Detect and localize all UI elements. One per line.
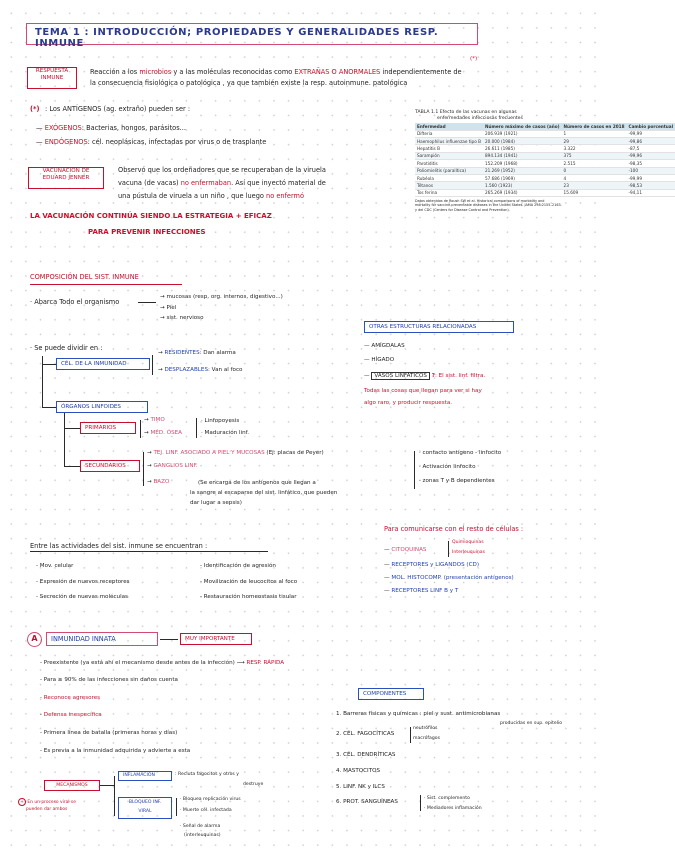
respuesta-inmune-label: RESPUESTA INMUNE <box>27 67 77 89</box>
cel-inmunidad-box: CÉL. DE LA INMUNIDAD <box>56 358 150 370</box>
heading-underline <box>30 284 182 285</box>
amigdalas-item: — AMÍGDALAS <box>364 343 405 349</box>
bazo-note-2: la sangre al escaparse del sist. linfático, que pueden <box>190 490 338 496</box>
senal-alarma: · Señal de alarma <box>180 824 221 829</box>
tree-line <box>140 420 141 438</box>
innata-bullet-3: - Reconoce agresores <box>40 695 101 701</box>
inflamacion-text-2: destruye <box>243 782 264 787</box>
table-cell: 0 <box>562 167 627 174</box>
ganglios-line: → GANGLIOS LINF. <box>147 463 198 469</box>
side-note-2: pueden dar ambos <box>26 807 68 812</box>
comunicarse-heading: Para comunicarse con el resto de células : <box>384 525 524 533</box>
table-cell: 1.560 (1923) <box>483 182 562 189</box>
table-cell: -99,99 <box>627 130 675 137</box>
exogenos-line: — EXÓGENOS: Bacterias, hongos, parásitos... <box>36 124 186 132</box>
table-cell: Hepatitis B <box>415 145 483 152</box>
componentes-box: COMPONENTES <box>358 688 424 700</box>
table-header: Número de casos en 2018 <box>563 123 625 129</box>
bloquea-replicacion: · Bloquea replicación virus <box>180 797 241 802</box>
connector <box>160 639 178 640</box>
table-cell: 29 <box>562 137 627 144</box>
table-row <box>415 174 675 181</box>
table-cell: 375 <box>562 152 627 159</box>
table-cell: 152.209 (1968) <box>483 160 562 167</box>
tree-line <box>114 776 115 816</box>
componente-2: 2. CÉL. FAGOCÍTICAS <box>336 731 395 737</box>
actividades-heading: Entre las actividades del sist. inmune se encuentran : <box>30 542 208 550</box>
table-row <box>415 160 675 167</box>
table-cell: 2.515 <box>562 160 627 167</box>
vasos-note-1: Todas las cosas que llegan para ver si hay <box>364 388 482 394</box>
vacunacion-highlight-2: PARA PREVENIR INFECCIONES <box>88 228 206 236</box>
bloqueo-viral-box: BLOQUEO INF. VIRAL <box>118 797 172 819</box>
inflamacion-box: INFLAMACIÓN <box>118 771 172 781</box>
table-note-3: y del CDC (Centers for Disease Control and Prevention). <box>415 207 510 212</box>
table-cell: Parotiditis <box>415 160 483 167</box>
table-cell: Sarampión <box>415 152 483 159</box>
otras-estructuras-box: OTRAS ESTRUCTURAS RELACIONADAS <box>364 321 514 333</box>
heading-underline <box>30 551 268 552</box>
table-cell: 21.269 (1952) <box>483 167 562 174</box>
mol-hist-line: — MOL. HISTOCOMP. (presentación antígenos) <box>384 575 514 581</box>
tej-linf-line: → TEJ. LINF. ASOCIADO A PIEL Y MUCOSAS (Ej: placas de Peyer) <box>147 450 324 456</box>
vasos-note-2: algo raro, y producir respuesta. <box>364 400 453 406</box>
table-cell: Difteria <box>415 130 483 137</box>
table-row <box>415 189 675 196</box>
table-cell: 3.322 <box>562 145 627 152</box>
table-cell: -98,53 <box>627 182 675 189</box>
higado-item: — HÍGADO <box>364 357 395 363</box>
table-cell: 20.000 (1984) <box>483 137 562 144</box>
table-cell: 23 <box>562 182 627 189</box>
macrofagos: macrófagos <box>413 736 440 741</box>
table-cell: 206.939 (1921) <box>483 130 562 137</box>
tree-line <box>410 727 411 743</box>
bazo-line: → BAZO <box>147 479 170 485</box>
receptores-line: — RECEPTORES y LIGANDOS (CD) <box>384 562 479 568</box>
citoquinas-line: — CITOQUINAS <box>384 547 427 553</box>
mediadores-inflamacion: · Mediadores inflamación <box>424 806 482 811</box>
table-cell: 26.611 (1985) <box>483 145 562 152</box>
tree-line <box>143 452 144 486</box>
table-cell: Rubéola <box>415 174 483 181</box>
table-row <box>415 130 675 137</box>
organos-linfoides-box: ÓRGANOS LINFOIDES <box>56 401 148 413</box>
tree-line <box>100 785 114 786</box>
tree-line <box>152 355 153 375</box>
tree-line <box>64 428 80 429</box>
table-cell: 15.609 <box>562 189 627 196</box>
actividad-right-2: - Movilización de leucocitos al foco <box>200 579 298 585</box>
jenner-line1: Observó que los ordeñadores que se recuperaban de la viruela <box>118 166 326 174</box>
actividad-left-3: - Secreción de nuevas moléculas <box>36 594 128 600</box>
componente-1: 1. Barreras físicas y químicas : piel y sust. antimicrobianas <box>336 711 501 717</box>
tree-line <box>64 413 65 467</box>
primarios-box: PRIMARIOS <box>80 422 136 434</box>
innata-bullet-4: - Defensa inespecífica <box>40 712 102 718</box>
table-cell: Poliomielitis (paralítica) <box>415 167 483 174</box>
table-header: Cambio porcentual <box>628 123 674 129</box>
table-cell: 1 <box>562 130 627 137</box>
table-note-2: mortality for vaccine-preventable diseases in the United States. JAMA 298:2155–2163. <box>415 203 562 208</box>
timo-line: → TIMO <box>144 417 165 423</box>
table-cell: -87,5 <box>627 145 675 152</box>
table-cell: -99,99 <box>627 174 675 181</box>
vaccine-table-block <box>415 110 674 212</box>
tree-line <box>176 798 177 816</box>
tree-line <box>64 466 80 467</box>
tree-line <box>42 364 56 365</box>
residentes-line: → RESIDENTES: Dan alarma <box>158 350 236 356</box>
table-cell: -99,96 <box>627 152 675 159</box>
componente-1b: producidas en sup. epitelio <box>500 721 563 726</box>
tree-line <box>448 541 449 557</box>
respuesta-inmune-def-line2: la consecuencia fisiológica o patológica , ya que también existe la resp. autoinmune. patológica <box>90 79 408 87</box>
antigenos-intro: : Los ANTÍGENOS (ag. extraño) pueden ser : <box>45 105 191 113</box>
sist-complemento: · Sist. complemento <box>424 796 470 801</box>
inmunidad-innata-heading: INMUNIDAD INNATA <box>46 632 158 646</box>
composicion-heading: COMPOSICIÓN DEL SIST. INMUNE <box>30 273 139 281</box>
componente-3: 3. CÉL. DENDRÍTICAS <box>336 752 396 758</box>
sec-func-1: · contacto antígeno - linfocito <box>419 450 502 456</box>
table-cell: 57.686 (1969) <box>483 174 562 181</box>
branch-piel: → Piel <box>160 305 177 311</box>
vaccine-table <box>415 123 675 197</box>
componente-4: 4. MASTOCITOS <box>336 768 381 774</box>
senal-alarma-2: (interleuquinas) <box>184 833 221 838</box>
muy-importante-tag: MUY IMPORTANTE <box>180 633 252 645</box>
actividad-left-1: - Mov. celular <box>36 563 74 569</box>
vacunacion-highlight-1: LA VACUNACIÓN CONTINÚA SIENDO LA ESTRATEGIA + EFICAZ <box>30 212 272 220</box>
componente-5: 5. LINF. NK y ILCS <box>336 784 385 790</box>
desplazables-line: → DESPLAZABLES: Van al foco <box>158 367 243 373</box>
table-note-1: Datos obtenidos de Roush SW et al. Historical comparisons of morbidity and <box>415 199 545 204</box>
tree-line <box>42 407 56 408</box>
table-cell: 4 <box>562 174 627 181</box>
bazo-note-3: dar lugar a sepsis) <box>190 500 242 506</box>
table-caption-2: enfermedades infecciosas frecuentes <box>437 115 523 121</box>
componente-6: 6. PROT. SANGUÍNEAS <box>336 799 398 805</box>
side-note: + En un proceso viral se <box>18 798 76 806</box>
respuesta-inmune-def-line1: Reacción a los microbios y a las moléculas reconocidas como EXTRAÑAS O ANORMALES independientemente de <box>90 68 462 76</box>
secundarios-box: SECUNDARIOS <box>80 460 140 472</box>
table-row <box>415 152 675 159</box>
medula-line: → MÉD. ÓSEA <box>144 430 183 436</box>
vacunacion-jenner-label: VACUNACIÓN DE EDUARD JENNER <box>28 167 104 189</box>
table-row <box>415 137 675 144</box>
table-cell: -100 <box>627 167 675 174</box>
abarca-text: · Abarca Todo el organismo <box>30 298 120 306</box>
table-caption-1: TABLA 1.1 Efecto de las vacunas en algunas <box>415 110 517 115</box>
neutrofilos: neutrófilos <box>413 726 438 731</box>
receptores-linf-line: — RECEPTORES LINF B y T <box>384 588 459 594</box>
table-cell: Haemophilus influenzae tipo B <box>417 138 481 144</box>
table-cell: Tos ferina <box>415 189 483 196</box>
asterisk-mark-2: (*) <box>30 105 40 113</box>
table-row <box>415 167 675 174</box>
table-cell: -98,35 <box>627 160 675 167</box>
tree-line <box>420 795 421 811</box>
asterisk-mark: (*) <box>470 56 478 62</box>
branch-mucosas: → mucosas (resp, org. internos, digestivo...) <box>160 294 283 300</box>
table-cell: Tétanos <box>415 182 483 189</box>
mecanismos-box: MECANISMOS <box>44 780 100 791</box>
interleuquinas: Interleuquinas <box>452 550 486 555</box>
table-cell: 894.134 (1941) <box>483 152 562 159</box>
innata-bullet-2: - Para ≥ 90% de las infecciones sin daños cuenta <box>40 677 178 683</box>
table-row <box>415 182 675 189</box>
table-header: Número máximo de casos (año) <box>484 123 560 129</box>
section-letter-a: A <box>27 632 42 647</box>
table-header: Enfermedad <box>415 123 483 130</box>
tree-line <box>196 418 197 438</box>
quimioquinas: Quimioquinas <box>452 540 484 545</box>
jenner-line2: vacuna (de vacas) no enfermaban. Así que inyectó material de <box>118 179 326 187</box>
table-row <box>415 145 675 152</box>
endogenos-line: — ENDÓGENOS: cél. neoplásicas, infectadas por virus o de trasplante <box>36 138 267 146</box>
innata-bullet-5: - Primera línea de batalla (primeras horas y días) <box>40 730 178 736</box>
actividad-left-2: - Expresión de nuevos receptores <box>36 579 130 585</box>
table-cell: 265.269 (1934) <box>483 189 562 196</box>
page-title: TEMA 1 : INTRODUCCIÓN; PROPIEDADES Y GENERALIDADES RESP. INMUNE <box>26 23 478 45</box>
sec-func-2: · Activación linfocito <box>419 464 476 470</box>
muerte-celula: · Muerte cél. infectada <box>180 808 232 813</box>
connector <box>138 302 156 303</box>
innata-bullet-6: - Es previa a la inmunidad adquirida y advierte a esta <box>40 748 191 754</box>
maduracion: · Maduración linf. <box>201 430 250 436</box>
jenner-line3: una pústula de viruela a un niño , que luego no enfermó <box>118 192 305 200</box>
inflamacion-text-1: : Recluta fagocitos y otros y <box>175 772 239 777</box>
actividad-right-3: - Restauración homeostasis tisular <box>200 594 297 600</box>
table-cell: -94,11 <box>627 189 675 196</box>
actividad-right-1: - Identificación de agresión <box>200 563 276 569</box>
branch-nervioso: → sist. nervioso <box>160 315 204 321</box>
linfopoyesis: · Linfopoyesis <box>201 418 240 424</box>
table-cell: -99,86 <box>627 137 675 144</box>
vasos-item: — VASOS LINFÁTICOS ?: El sist. linf. filtra. <box>364 373 486 379</box>
dividir-text: · Se puede dividir en : <box>30 344 103 352</box>
bazo-note-1: (Se encarga de los antígenos que llegan a <box>198 480 316 486</box>
tree-line <box>414 451 415 489</box>
sec-func-3: · zonas T y B dependientes <box>419 478 495 484</box>
innata-bullet-1: - Preexistente (ya está ahí el mecanismo desde antes de la infección) ⟶ RESP. RÁPIDA <box>40 660 285 666</box>
